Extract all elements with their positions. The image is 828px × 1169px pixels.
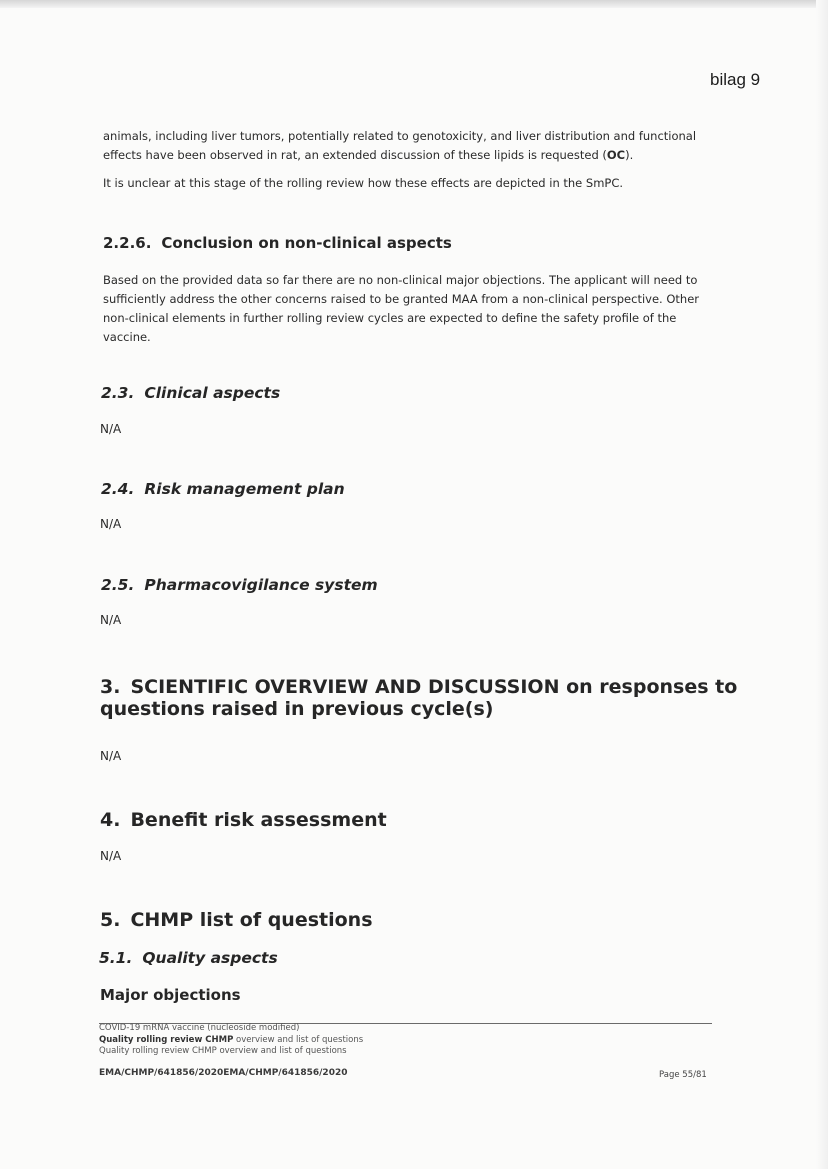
major-objections-heading: Major objections <box>100 986 241 1004</box>
section-title-line-2: questions raised in previous cycle(s) <box>100 698 494 720</box>
section-number: 2.2.6. <box>103 234 152 252</box>
section-2-4-body: N/A <box>100 517 122 531</box>
section-2-3-heading <box>101 384 280 402</box>
scan-edge-right <box>816 0 828 1169</box>
section-5-1-heading <box>99 949 278 967</box>
section-2-5-body: N/A <box>100 613 122 627</box>
section-number: 2.3. <box>101 384 135 402</box>
section-title: Quality aspects <box>142 949 278 967</box>
body-line: vaccine. <box>103 330 151 344</box>
body-line: non-clinical elements in further rolling review cycles are expected to define the safety profile of the <box>103 311 677 325</box>
intro-line-2-pre: effects have been observed in rat, an extended discussion of these lipids is requested ( <box>103 148 607 162</box>
section-number: 5.1. <box>99 949 133 967</box>
section-title: Conclusion on non-clinical aspects <box>161 234 452 252</box>
section-title: Pharmacovigilance system <box>144 576 378 594</box>
intro-paragraph <box>103 127 723 165</box>
section-2-5-heading <box>101 576 378 594</box>
section-5-heading <box>100 909 740 931</box>
footer-product: COVID-19 mRNA vaccine (nucleoside modified) <box>99 1023 300 1033</box>
oc-marker: OC <box>606 148 626 162</box>
footer-reference: EMA/CHMP/641856/2020EMA/CHMP/641856/2020 <box>99 1068 348 1078</box>
section-number: 5. <box>100 909 121 931</box>
section-number: 2.4. <box>101 480 135 498</box>
body-line: Based on the provided data so far there are no non-clinical major objections. The applicant will need to <box>103 273 698 287</box>
section-number: 3. <box>100 676 121 698</box>
section-number: 2.5. <box>101 576 135 594</box>
section-2-2-6-body <box>103 271 723 347</box>
section-title: Risk management plan <box>144 480 345 498</box>
section-4-body: N/A <box>100 849 122 863</box>
section-title-line-1: SCIENTIFIC OVERVIEW AND DISCUSSION on responses to <box>130 676 738 698</box>
intro-line-2-post: ). <box>625 148 634 162</box>
bilag-stamp: bilag 9 <box>710 70 761 89</box>
footer-subtitle: Quality rolling review CHMP overview and list of questions <box>99 1046 347 1056</box>
section-title: Benefit risk assessment <box>130 809 387 831</box>
smpc-paragraph: It is unclear at this stage of the rolling review how these effects are depicted in the SmPC. <box>103 176 624 190</box>
section-3-body: N/A <box>100 749 122 763</box>
scan-edge-top <box>0 0 828 8</box>
section-2-4-heading <box>101 480 345 498</box>
section-2-3-body: N/A <box>100 422 122 436</box>
section-3-heading <box>100 676 740 720</box>
footer-title-rest: overview and list of questions <box>233 1035 364 1045</box>
footer-title-bold: Quality rolling review CHMP <box>99 1035 234 1045</box>
section-2-2-6-heading <box>103 234 452 252</box>
page-number: Page 55/81 <box>659 1070 707 1080</box>
body-line: sufficiently address the other concerns raised to be granted MAA from a non-clinical perspective. Other <box>103 292 700 306</box>
section-title: Clinical aspects <box>144 384 281 402</box>
footer-title <box>99 1035 363 1045</box>
intro-line-1: animals, including liver tumors, potentially related to genotoxicity, and liver distribution and functional <box>103 129 697 143</box>
section-number: 4. <box>100 809 121 831</box>
section-title: CHMP list of questions <box>130 909 373 931</box>
section-4-heading <box>100 809 740 831</box>
